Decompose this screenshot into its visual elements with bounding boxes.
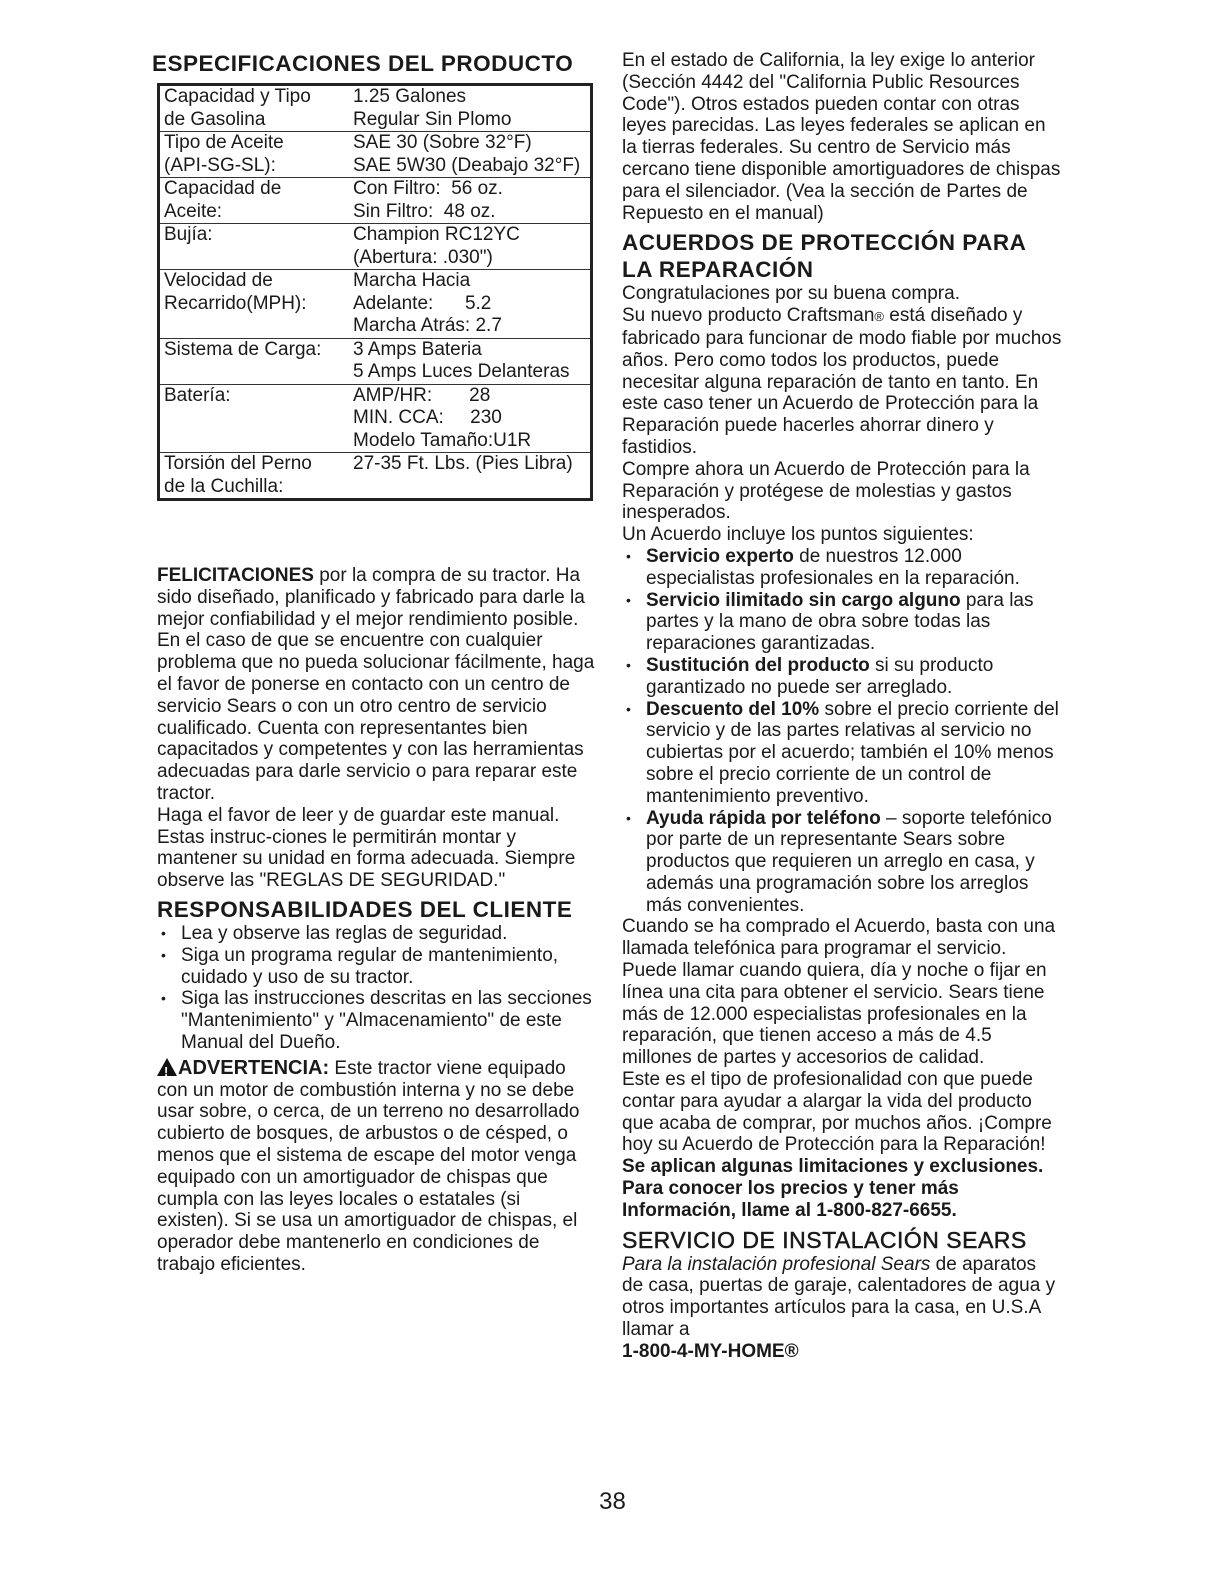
acuerdos-list — [622, 546, 1062, 917]
list-item: • Lea y observe las reglas de seguridad. — [157, 923, 597, 945]
list-item-text: sobre el precio corriente del servicio y de las partes relativas al servicio no cubiertas por el acuerdo; también el 10% menos sobre el precio corriente de un control de mantenimiento preventivo. — [646, 698, 1059, 807]
felicitaciones-p3: Haga el favor de leer y de guardar este manual. Estas instruc-ciones le permitirán montar y mantener su unidad en forma adecuada. Siempre observe las "REGLAS DE SEGURIDAD." — [157, 804, 576, 892]
spec-label-line: Bujía: — [164, 224, 213, 245]
spec-value-line: Champion RC12YC — [353, 224, 520, 245]
spec-value-line: (Abertura: .030") — [353, 246, 493, 268]
spec-value-line: SAE 30 (Sobre 32°F) — [353, 132, 532, 153]
responsabilidades-list — [157, 923, 597, 1054]
list-item-bold: Servicio ilimitado sin cargo alguno — [646, 589, 961, 611]
spec-label-line: Aceite: — [164, 200, 223, 222]
spec-value — [351, 224, 592, 270]
instalacion-paragraph — [622, 1254, 1062, 1341]
list-item — [622, 808, 1062, 917]
spec-label — [159, 132, 352, 178]
spec-value — [351, 132, 592, 178]
spec-row — [159, 224, 592, 270]
list-item-text: para las partes y la mano de obra sobre todas las reparaciones garantizadas. — [646, 589, 1034, 655]
spec-value-line: 1.25 Galones — [353, 86, 467, 107]
list-item-text: – soporte telefónico por parte de un representante Sears sobre productos que requieren un arreglo en casa, y además una programación sobre los arreglos más convenientes. — [646, 807, 1052, 916]
acuerdos-p5: Cuando se ha comprado el Acuerdo, basta con una llamada telefónica para programar el servicio. Puede llamar cuando quiera, día y noche o fijar en línea una cita para obtener el servicio. Sears tiene más de 12.000 especialistas profesionales en la reparación, que tienen acceso a más de 4.5 millones de partes y accesorios de calidad. — [622, 916, 1056, 1069]
list-item-text: de nuestros 12.000 especialistas profesionales en la reparación. — [646, 545, 1020, 589]
advertencia-paragraph — [157, 1058, 597, 1276]
spec-label — [159, 384, 352, 453]
instalacion-text: de aparatos de casa, puertas de garaje, calentadores de agua y otros importantes artículos para la casa, en U.S.A llamar a — [622, 1253, 1056, 1341]
list-item-bold: Sustitución del producto — [646, 654, 870, 676]
spec-label-line: (API-SG-SL): — [164, 154, 276, 176]
spec-value-line: SAE 5W30 (Deabajo 32°F) — [353, 154, 581, 176]
left-column — [152, 50, 597, 1276]
list-item-bold: Ayuda rápida por teléfono — [646, 807, 881, 829]
spec-label — [159, 85, 352, 132]
spec-label — [159, 338, 352, 384]
acuerdos-title-line2: LA REPARACIÓN — [622, 257, 814, 283]
spec-row — [159, 178, 592, 224]
spec-row — [159, 270, 592, 339]
spec-value-line: Modelo Tamaño:U1R — [353, 429, 532, 451]
acuerdos-p2a: Su nuevo producto Craftsman — [622, 305, 875, 327]
instalacion-italic: Para la instalación profesional Sears — [622, 1253, 931, 1275]
list-item — [622, 546, 1062, 590]
spec-label-line: Capacidad y Tipo — [164, 86, 311, 107]
acuerdos-p1: Congratulaciones por su buena compra. — [622, 283, 960, 305]
responsabilidades-title: RESPONSABILIDADES DEL CLIENTE — [157, 896, 573, 922]
spec-label-line: Tipo de Aceite — [164, 132, 284, 153]
spec-value-line: Regular Sin Plomo — [353, 108, 512, 130]
acuerdos-p6: Este es el tipo de profesionalidad con que puede contar para ayudar a alargar la vida del producto que acaba de comprar, por muchos años. ¡Compre hoy su Acuerdo de Protección para la Reparación! — [622, 1069, 1052, 1156]
spec-row — [159, 453, 592, 500]
spec-label-line: Recarrido(MPH): — [164, 292, 307, 314]
list-item: • Siga las instrucciones descritas en las secciones "Mantenimiento" y "Almacenamiento" de este Manual del Dueño. — [157, 988, 597, 1053]
acuerdos-title-line1: ACUERDOS DE PROTECCIÓN PARA — [622, 230, 1027, 256]
spec-label — [159, 224, 352, 270]
spec-value-line: Adelante: 5.2 — [353, 292, 492, 314]
acuerdos-title — [622, 229, 1062, 283]
spec-label-line: Batería: — [164, 384, 231, 406]
spec-value-line: 3 Amps Bateria — [353, 338, 482, 360]
warning-icon — [157, 1058, 177, 1076]
spec-value — [351, 338, 592, 384]
spec-label — [159, 453, 352, 500]
spec-label-line: de la Cuchilla: — [164, 475, 284, 497]
spec-label — [159, 178, 352, 224]
acuerdos-p4: Un Acuerdo incluye los puntos siguientes: — [622, 524, 974, 546]
felicitaciones-lead: FELICITACIONES — [157, 565, 314, 586]
list-item-text: si su producto garantizado no puede ser arreglado. — [646, 654, 994, 698]
acuerdos-p3: Compre ahora un Acuerdo de Protección para la Reparación y protégese de molestias y gastos inesperados. — [622, 458, 1030, 524]
spec-row — [159, 85, 592, 132]
advertencia-text: Este tractor viene equipado con un motor de combustión interna y no se debe usar sobre, o cerca, de un terreno no desarrollado cubierto de bosques, de arbustos o de césped, o menos que el sistema de escape del motor venga equipado con un amortiguador de chispas que cumpla con las leyes locales o estatales (si existen). Si se usa un amortiguador de chispas, el operador debe mantenerlo en condiciones de trabajo eficientes. — [157, 1057, 580, 1275]
california-paragraph: En el estado de California, la ley exige lo anterior (Sección 4442 del "California Public Resources Code"). Otros estados pueden contar con otras leyes parecidas. Las leyes federales se aplican en la tierras federales. Su centro de Servicio más cercano tiene disponible amortiguadores de chispas para el silenciador. (Vea la sección de Partes de Repuesto en el manual) — [622, 50, 1061, 224]
spec-value — [351, 85, 592, 132]
list-item-bold: Descuento del 10% — [646, 698, 820, 720]
spec-label-line: Torsión del Perno — [164, 453, 312, 474]
acuerdos-p2b: está diseñado y fabricado para funcionar de modo fiable por muchos años. Pero como todos los productos, puede necesitar alguna reparación de tanto en tanto. En este caso tener un Acuerdo de Protección para la Reparación puede hacerles ahorrar dinero y fastidios. — [622, 305, 1062, 458]
list-item: • Siga un programa regular de mantenimiento, cuidado y uso de su tractor. — [157, 945, 597, 989]
spec-value-line: Marcha Atrás: 2.7 — [353, 315, 502, 336]
spec-value-line: 27-35 Ft. Lbs. (Pies Libra) — [353, 453, 573, 474]
right-column — [622, 50, 1062, 1363]
spec-label-line: Capacidad de — [164, 178, 282, 199]
felicitaciones-text: por la compra de su tractor. Ha sido diseñado, planificado y fabricado para darle la mejor confiabilidad y el mejor rendimiento posible. — [157, 565, 585, 630]
instalacion-phone: 1-800-4-MY-HOME® — [622, 1340, 799, 1362]
felicitaciones-p2: En el caso de que se encuentre con cualquier problema que no pueda solucionar fácilmente, haga el favor de ponerse en contacto con un centro de servicio Sears o con un otro centro de servicio cualificado. Cuenta con representantes bien capacitados y competentes y con las herramientas adecuadas para darle servicio o para reparar este tractor. — [157, 630, 595, 804]
instalacion-title: SERVICIO DE INSTALACIÓN SEARS — [622, 1226, 1027, 1253]
spec-value — [351, 384, 592, 453]
spec-label — [159, 270, 352, 339]
spec-value-line: Sin Filtro: 48 oz. — [353, 200, 496, 222]
spec-value — [351, 270, 592, 339]
page-number: 38 — [599, 1488, 626, 1515]
list-item — [622, 699, 1062, 808]
acuerdos-p7: Se aplican algunas limitaciones y exclusiones. Para conocer los precios y tener más Información, llame al 1-800-827-6655. — [622, 1156, 1044, 1221]
acuerdos-p2 — [622, 305, 1062, 459]
advertencia-label: ADVERTENCIA: — [178, 1056, 330, 1079]
list-item-bold: Servicio experto — [646, 545, 794, 567]
spec-value-line: AMP/HR: 28 — [353, 384, 491, 406]
list-item — [622, 655, 1062, 699]
spec-label-line: Sistema de Carga: — [164, 338, 322, 360]
spec-value — [351, 453, 592, 500]
spec-row — [159, 338, 592, 384]
spec-value-line: Marcha Hacia — [353, 270, 471, 291]
spec-value-line: 5 Amps Luces Delanteras — [353, 361, 570, 382]
spec-row — [159, 132, 592, 178]
registered-mark: ® — [874, 309, 885, 325]
spec-value — [351, 178, 592, 224]
spec-table — [157, 83, 593, 501]
spec-value-line: Con Filtro: 56 oz. — [353, 178, 503, 199]
spec-row — [159, 384, 592, 453]
spec-title: ESPECIFICACIONES DEL PRODUCTO — [152, 51, 574, 76]
spec-label-line: Velocidad de — [164, 270, 273, 291]
spec-label-line: de Gasolina — [164, 108, 266, 130]
spec-value-line: MIN. CCA: 230 — [353, 407, 502, 428]
list-item — [622, 590, 1062, 655]
felicitaciones-p1 — [157, 565, 597, 630]
